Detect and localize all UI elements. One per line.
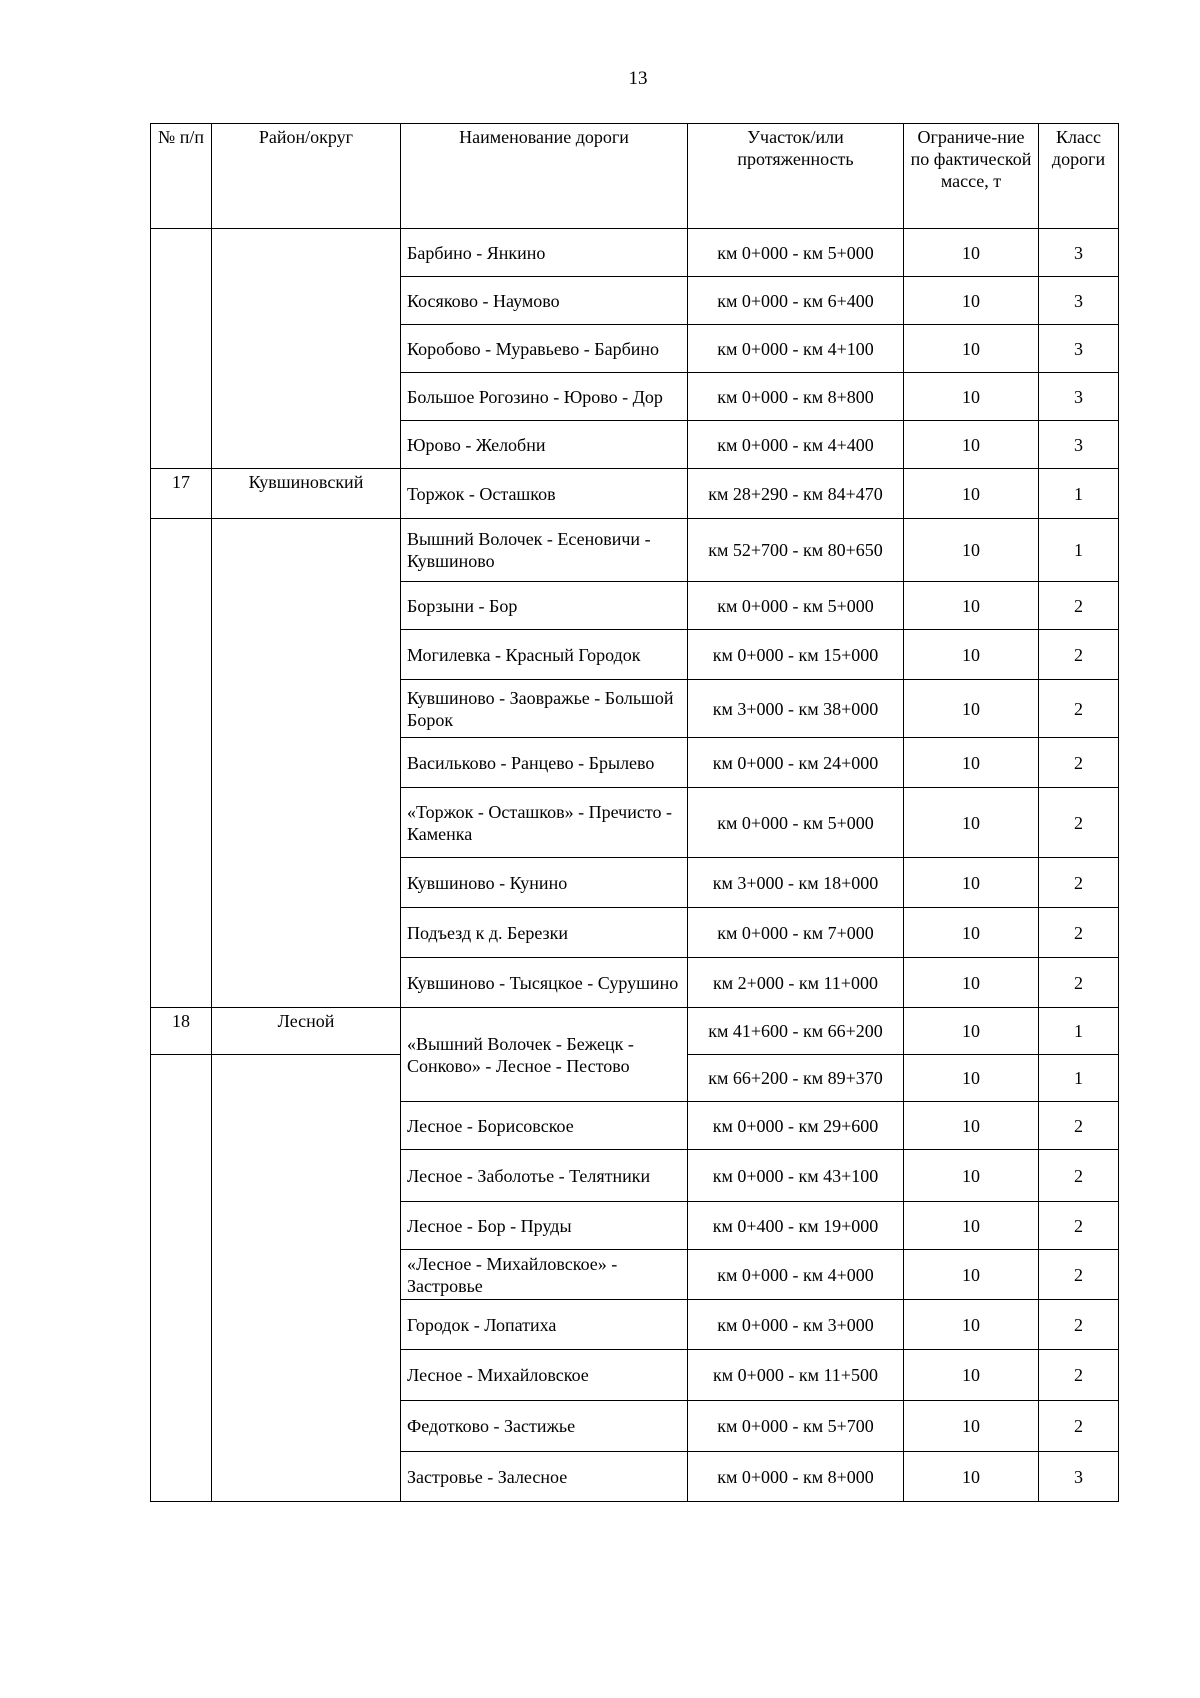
cell-num — [151, 1350, 212, 1401]
cell-num: 17 — [151, 469, 212, 519]
table-row — [151, 1401, 1119, 1452]
cell-district — [212, 1250, 401, 1300]
cell-road-name: «Лесное - Михайловское» - Застровье — [401, 1250, 688, 1300]
cell-section: км 52+700 - км 80+650 — [688, 519, 904, 582]
cell-road-class: 2 — [1039, 908, 1119, 958]
header-road-name: Наименование дороги — [401, 124, 688, 229]
cell-district — [212, 680, 401, 738]
cell-road-class: 2 — [1039, 738, 1119, 788]
cell-road-class: 3 — [1039, 1452, 1119, 1502]
cell-district — [212, 788, 401, 858]
table-row — [151, 582, 1119, 630]
cell-section: км 0+000 - км 5+000 — [688, 788, 904, 858]
cell-district — [212, 908, 401, 958]
cell-district — [212, 1401, 401, 1452]
cell-district — [212, 1202, 401, 1250]
cell-road-name: Большое Рогозино - Юрово - Дор — [401, 373, 688, 421]
cell-district — [212, 1452, 401, 1502]
cell-section: км 0+000 - км 5+000 — [688, 582, 904, 630]
cell-road-class: 2 — [1039, 680, 1119, 738]
cell-num — [151, 858, 212, 908]
cell-district — [212, 519, 401, 582]
cell-district — [212, 858, 401, 908]
cell-num: 18 — [151, 1008, 212, 1055]
table-row — [151, 630, 1119, 680]
cell-road-class: 1 — [1039, 519, 1119, 582]
cell-road-class: 1 — [1039, 469, 1119, 519]
cell-road-name: Кувшиново - Кунино — [401, 858, 688, 908]
cell-road-name: «Торжок - Осташков» - Пречисто - Каменка — [401, 788, 688, 858]
table-row — [151, 680, 1119, 738]
cell-road-class: 3 — [1039, 373, 1119, 421]
header-section: Участок/или протяженность — [688, 124, 904, 229]
cell-district — [212, 325, 401, 373]
cell-mass-limit: 10 — [904, 738, 1039, 788]
cell-mass-limit: 10 — [904, 1350, 1039, 1401]
table-row — [151, 325, 1119, 373]
cell-section: км 41+600 - км 66+200 — [688, 1008, 904, 1055]
cell-section: км 0+000 - км 6+400 — [688, 277, 904, 325]
header-road-class: Класс дороги — [1039, 124, 1119, 229]
cell-road-class: 2 — [1039, 1202, 1119, 1250]
cell-road-name: Барбино - Янкино — [401, 229, 688, 277]
cell-num — [151, 630, 212, 680]
cell-road-class: 2 — [1039, 1350, 1119, 1401]
cell-district — [212, 1150, 401, 1202]
table-row — [151, 229, 1119, 277]
cell-num — [151, 1150, 212, 1202]
cell-section: км 0+000 - км 4+000 — [688, 1250, 904, 1300]
cell-road-class: 3 — [1039, 229, 1119, 277]
cell-section: км 0+000 - км 5+000 — [688, 229, 904, 277]
cell-road-class: 2 — [1039, 958, 1119, 1008]
cell-road-name: Подъезд к д. Березки — [401, 908, 688, 958]
table-row — [151, 788, 1119, 858]
table-row — [151, 1202, 1119, 1250]
cell-road-name: Кувшиново - Заовражье - Большой Борок — [401, 680, 688, 738]
cell-mass-limit: 10 — [904, 229, 1039, 277]
cell-section: км 0+000 - км 29+600 — [688, 1102, 904, 1150]
header-num: № п/п — [151, 124, 212, 229]
cell-district — [212, 738, 401, 788]
cell-num — [151, 519, 212, 582]
cell-section: км 0+000 - км 11+500 — [688, 1350, 904, 1401]
cell-mass-limit: 10 — [904, 958, 1039, 1008]
cell-section: км 0+400 - км 19+000 — [688, 1202, 904, 1250]
table-body — [151, 229, 1119, 1502]
cell-num — [151, 738, 212, 788]
table-row — [151, 958, 1119, 1008]
roads-table — [150, 123, 1119, 1502]
table-row — [151, 1250, 1119, 1300]
cell-mass-limit: 10 — [904, 1202, 1039, 1250]
cell-road-name: Торжок - Осташков — [401, 469, 688, 519]
cell-num — [151, 1202, 212, 1250]
cell-num — [151, 229, 212, 277]
cell-num — [151, 908, 212, 958]
table-row — [151, 1008, 1119, 1055]
cell-section: км 2+000 - км 11+000 — [688, 958, 904, 1008]
cell-num — [151, 680, 212, 738]
table-row — [151, 858, 1119, 908]
cell-num — [151, 1452, 212, 1502]
cell-district: Лесной — [212, 1008, 401, 1055]
cell-road-class: 2 — [1039, 1300, 1119, 1350]
cell-mass-limit: 10 — [904, 421, 1039, 469]
cell-mass-limit: 10 — [904, 519, 1039, 582]
cell-num — [151, 277, 212, 325]
cell-road-name: Городок - Лопатиха — [401, 1300, 688, 1350]
table-row — [151, 373, 1119, 421]
table-row — [151, 277, 1119, 325]
cell-road-class: 2 — [1039, 630, 1119, 680]
cell-road-class: 1 — [1039, 1008, 1119, 1055]
cell-mass-limit: 10 — [904, 630, 1039, 680]
cell-district — [212, 1102, 401, 1150]
cell-section: км 0+000 - км 7+000 — [688, 908, 904, 958]
cell-mass-limit: 10 — [904, 1055, 1039, 1102]
table-header-row — [151, 124, 1119, 229]
cell-road-class: 3 — [1039, 421, 1119, 469]
cell-district — [212, 582, 401, 630]
cell-mass-limit: 10 — [904, 1401, 1039, 1452]
cell-road-class: 2 — [1039, 1401, 1119, 1452]
cell-road-name: Кувшиново - Тысяцкое - Сурушино — [401, 958, 688, 1008]
cell-section: км 0+000 - км 8+800 — [688, 373, 904, 421]
cell-road-class: 2 — [1039, 788, 1119, 858]
cell-mass-limit: 10 — [904, 1008, 1039, 1055]
cell-num — [151, 1300, 212, 1350]
cell-num — [151, 421, 212, 469]
cell-road-class: 2 — [1039, 858, 1119, 908]
cell-mass-limit: 10 — [904, 582, 1039, 630]
cell-road-name: Коробово - Муравьево - Барбино — [401, 325, 688, 373]
cell-district — [212, 1300, 401, 1350]
cell-section: км 66+200 - км 89+370 — [688, 1055, 904, 1102]
cell-district — [212, 630, 401, 680]
header-mass-limit: Ограниче-ние по фактической массе, т — [904, 124, 1039, 229]
cell-road-name: Лесное - Бор - Пруды — [401, 1202, 688, 1250]
table-row — [151, 738, 1119, 788]
table-row — [151, 1102, 1119, 1150]
cell-mass-limit: 10 — [904, 1300, 1039, 1350]
cell-road-class: 2 — [1039, 1150, 1119, 1202]
cell-road-name: Косяково - Наумово — [401, 277, 688, 325]
cell-num — [151, 1401, 212, 1452]
table-row — [151, 1350, 1119, 1401]
cell-road-name: Могилевка - Красный Городок — [401, 630, 688, 680]
cell-num — [151, 1250, 212, 1300]
table-row — [151, 908, 1119, 958]
cell-section: км 0+000 - км 4+400 — [688, 421, 904, 469]
cell-num — [151, 788, 212, 858]
cell-section: км 3+000 - км 38+000 — [688, 680, 904, 738]
cell-section: км 0+000 - км 43+100 — [688, 1150, 904, 1202]
cell-district — [212, 1350, 401, 1401]
cell-mass-limit: 10 — [904, 469, 1039, 519]
cell-district — [212, 421, 401, 469]
cell-district — [212, 1055, 401, 1102]
cell-mass-limit: 10 — [904, 1250, 1039, 1300]
cell-road-name: Борзыни - Бор — [401, 582, 688, 630]
cell-road-name: Федотково - Застижье — [401, 1401, 688, 1452]
cell-district — [212, 958, 401, 1008]
cell-section: км 3+000 - км 18+000 — [688, 858, 904, 908]
header-district: Район/округ — [212, 124, 401, 229]
table-row — [151, 519, 1119, 582]
cell-section: км 0+000 - км 24+000 — [688, 738, 904, 788]
cell-road-class: 2 — [1039, 1250, 1119, 1300]
cell-road-name: «Вышний Волочек - Бежецк - Сонково» - Лесное - Пестово — [401, 1008, 688, 1102]
page-number: 13 — [628, 68, 648, 89]
cell-mass-limit: 10 — [904, 325, 1039, 373]
cell-road-class: 2 — [1039, 1102, 1119, 1150]
cell-num — [151, 373, 212, 421]
table-row — [151, 1150, 1119, 1202]
cell-road-name: Лесное - Михайловское — [401, 1350, 688, 1401]
cell-section: км 28+290 - км 84+470 — [688, 469, 904, 519]
cell-mass-limit: 10 — [904, 858, 1039, 908]
cell-road-name: Лесное - Борисовское — [401, 1102, 688, 1150]
cell-mass-limit: 10 — [904, 1452, 1039, 1502]
cell-district — [212, 229, 401, 277]
cell-num — [151, 958, 212, 1008]
cell-road-name: Васильково - Ранцево - Брылево — [401, 738, 688, 788]
cell-mass-limit: 10 — [904, 373, 1039, 421]
cell-mass-limit: 10 — [904, 277, 1039, 325]
cell-section: км 0+000 - км 8+000 — [688, 1452, 904, 1502]
cell-mass-limit: 10 — [904, 908, 1039, 958]
cell-mass-limit: 10 — [904, 1102, 1039, 1150]
cell-road-class: 2 — [1039, 582, 1119, 630]
cell-section: км 0+000 - км 5+700 — [688, 1401, 904, 1452]
table-row — [151, 421, 1119, 469]
cell-num — [151, 1055, 212, 1102]
cell-mass-limit: 10 — [904, 788, 1039, 858]
cell-num — [151, 1102, 212, 1150]
cell-num — [151, 582, 212, 630]
cell-district: Кувшиновский — [212, 469, 401, 519]
cell-road-class: 1 — [1039, 1055, 1119, 1102]
cell-section: км 0+000 - км 4+100 — [688, 325, 904, 373]
table-row — [151, 1300, 1119, 1350]
cell-district — [212, 373, 401, 421]
cell-district — [212, 277, 401, 325]
cell-road-name: Вышний Волочек - Есеновичи - Кувшиново — [401, 519, 688, 582]
cell-num — [151, 325, 212, 373]
cell-road-name: Лесное - Заболотье - Телятники — [401, 1150, 688, 1202]
cell-road-name: Юрово - Желобни — [401, 421, 688, 469]
cell-road-name: Застровье - Залесное — [401, 1452, 688, 1502]
cell-section: км 0+000 - км 15+000 — [688, 630, 904, 680]
cell-road-class: 3 — [1039, 277, 1119, 325]
cell-mass-limit: 10 — [904, 1150, 1039, 1202]
cell-mass-limit: 10 — [904, 680, 1039, 738]
cell-section: км 0+000 - км 3+000 — [688, 1300, 904, 1350]
table-row — [151, 469, 1119, 519]
table-row — [151, 1452, 1119, 1502]
cell-road-class: 3 — [1039, 325, 1119, 373]
